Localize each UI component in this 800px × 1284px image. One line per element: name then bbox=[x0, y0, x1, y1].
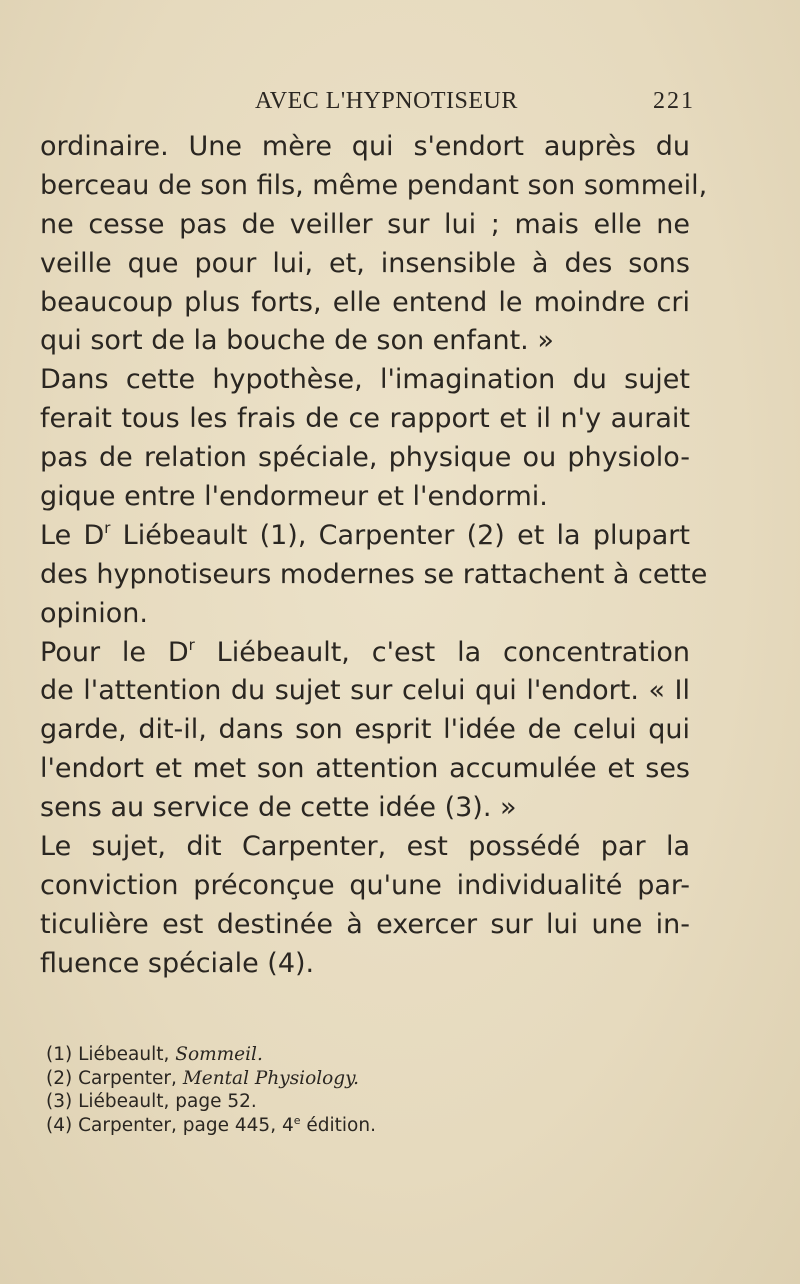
text-line: berceau de son fils, même pendant son sommeil, bbox=[40, 169, 708, 201]
text-line: Dans cette hypothèse, l'imagination du sujet bbox=[40, 364, 690, 396]
text-line: l'endort et met son attention accumulée et ses bbox=[40, 753, 690, 785]
superscript: r bbox=[104, 518, 111, 537]
text-line: fluence spéciale (4). bbox=[40, 947, 315, 979]
footnote-title: Mental Physiology. bbox=[182, 1067, 360, 1089]
footnote-title: Sommeil. bbox=[175, 1044, 263, 1065]
text-line: pas de relation spéciale, physique ou physiolo- bbox=[40, 442, 690, 474]
superscript: e bbox=[293, 1113, 301, 1127]
text-line: veille que pour lui, et, insensible à des sons bbox=[40, 247, 690, 279]
text-line: qui sort de la bouche de son enfant. » bbox=[40, 325, 554, 357]
text-line: beaucoup plus forts, elle entend le moindre cri bbox=[40, 286, 690, 318]
footnote bbox=[46, 1114, 686, 1138]
text-line: sens au service de cette idée (3). » bbox=[40, 792, 517, 824]
footnotes bbox=[46, 1043, 686, 1137]
running-head bbox=[255, 88, 695, 118]
line-prefix: Le D bbox=[40, 519, 105, 551]
text-line: Le sujet, dit Carpenter, est possédé par la bbox=[40, 831, 690, 863]
footnote-text: (2) Carpenter, bbox=[46, 1067, 183, 1089]
text-line: opinion. bbox=[40, 597, 148, 629]
text-line: des hypnotiseurs modernes se rattachent à cette bbox=[40, 558, 708, 590]
text-line: de l'attention du sujet sur celui qui l'endort. « Il bbox=[40, 675, 690, 707]
text-line: ordinaire. Une mère qui s'endort auprès du bbox=[40, 131, 690, 162]
footnote-text: édition. bbox=[300, 1114, 376, 1136]
text-line: conviction préconçue qu'une individualité par- bbox=[40, 869, 690, 901]
line-suffix: Liébeault (1), Carpenter (2) et la plupart bbox=[110, 519, 690, 551]
text-line: gique entre l'endormeur et l'endormi. bbox=[40, 481, 548, 513]
footnote-text: (4) Carpenter, page 445, 4 bbox=[46, 1114, 294, 1136]
line-prefix: Pour le D bbox=[40, 636, 189, 668]
text-line: ne cesse pas de veiller sur lui ; mais elle ne bbox=[40, 208, 690, 240]
footnote bbox=[46, 1067, 686, 1091]
text-line: ticulière est destinée à exercer sur lui une in- bbox=[40, 908, 690, 940]
footnote-text: (1) Liébeault, bbox=[46, 1044, 176, 1065]
text-line-with-superscript bbox=[40, 634, 690, 673]
footnote bbox=[46, 1043, 686, 1067]
superscript: r bbox=[188, 635, 195, 654]
footnote: (3) Liébeault, page 52. bbox=[46, 1091, 257, 1112]
page-number: 221 bbox=[653, 88, 695, 114]
text-line: ferait tous les frais de ce rapport et il n'y aurait bbox=[40, 403, 690, 435]
text-line: garde, dit-il, dans son esprit l'idée de celui qui bbox=[40, 714, 690, 746]
running-title: AVEC L'HYPNOTISEUR bbox=[255, 88, 518, 114]
line-suffix: Liébeault, c'est la concentration bbox=[194, 636, 690, 668]
text-line-with-superscript bbox=[40, 517, 690, 556]
body-text bbox=[40, 128, 708, 984]
